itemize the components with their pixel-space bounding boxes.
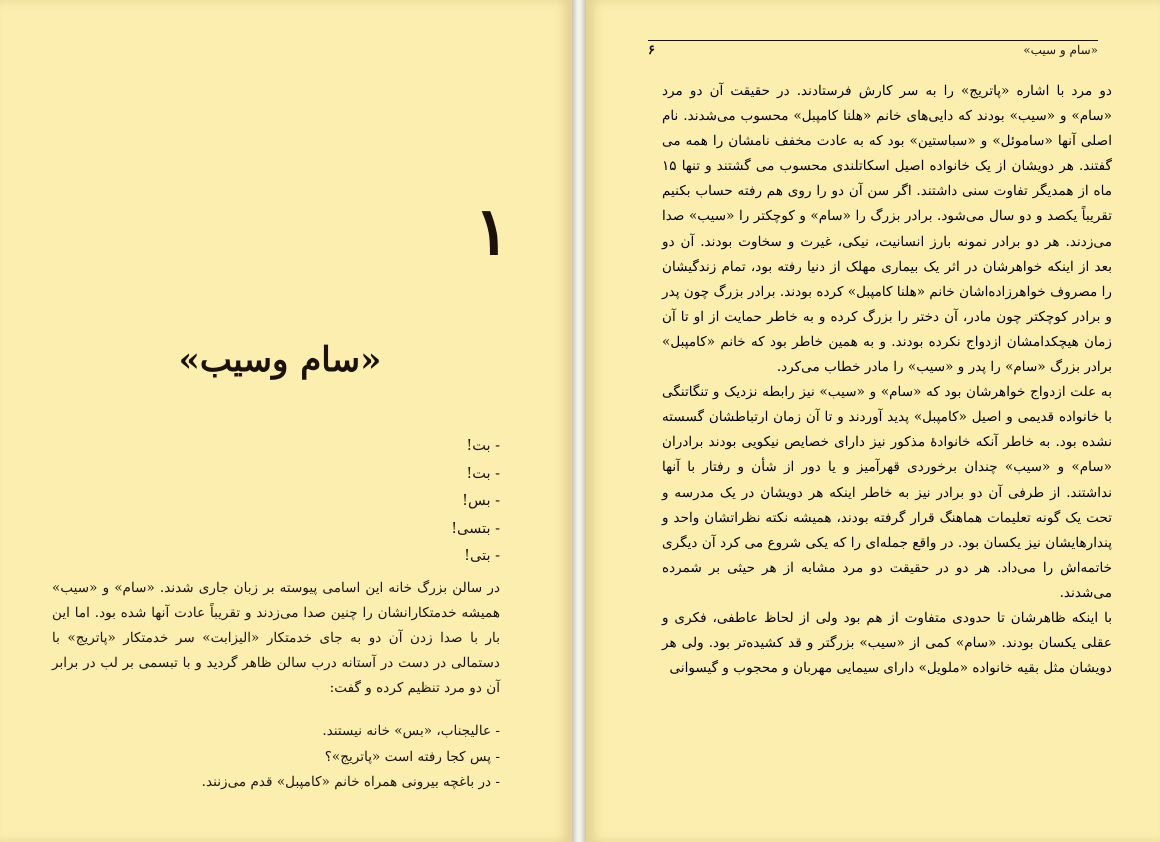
dialog-line: - بت! bbox=[466, 438, 500, 454]
chapter-number: ۱ bbox=[474, 192, 510, 270]
dialog-line: - عالیجناب، «بس» خانه نیستند. bbox=[322, 723, 500, 739]
page-number: ۶ bbox=[648, 43, 655, 58]
paragraph-text: در سالن بزرگ خانه این اسامی پیوسته بر زبان جاری شدند. «سام» و «سیب» همیشه خدمتکارانشان را چنین صدا می‌زدند و تقریباً عادت آنها شده بود. اما این بار با صدا زدن آن دو به جای خدمتکار «الیزابت» سر خدمتکار «پاتریج» با دستمالی در دست در آستانه درب سالن ظاهر گردید و با تبسمی بر لب در برابر آن دو مرد تنظیم کرده و گفت: bbox=[52, 580, 500, 697]
closing-dialog bbox=[140, 719, 500, 796]
dialog-line: - در باغچه بیرونی همراه خانم «کامپبل» قدم می‌زنند. bbox=[201, 774, 500, 791]
dialog-line: - بتی! bbox=[464, 548, 500, 565]
right-body-text bbox=[662, 79, 1112, 681]
running-title: «سام و سیب» bbox=[1023, 43, 1098, 57]
opening-dialog bbox=[300, 433, 500, 571]
left-page bbox=[0, 0, 572, 842]
paragraph-text: با اینکه ظاهرشان تا حدودی متفاوت از هم بود ولی از لحاظ عاطفی، فکری و عقلی یکسان بودند. «سام» کمی از «سیب» بزرگتر و قد کشیده‌تر بود. ولی هر دویشان مثل بقیه خانواده «ملویل» دارای سیمایی مهربان و محجوب و گیسوانی bbox=[662, 609, 1112, 677]
dialog-line: - بس! bbox=[462, 493, 500, 510]
left-paragraph bbox=[52, 576, 500, 701]
dialog-line: - بتسی! bbox=[451, 520, 500, 537]
chapter-title: «سام وسیب» bbox=[178, 340, 382, 380]
dialog-line: - پس کجا رفته است «پاتریج»؟ bbox=[324, 748, 500, 765]
dialog-line: - بت! bbox=[466, 465, 500, 482]
page-header bbox=[648, 40, 1098, 59]
paragraph-text: به علت ازدواج خواهرشان بود که «سام» و «سیب» نیز رابطه نزدیک و تنگاتنگی با خانواده قدیمی و اصیل «کامپبل» پدید آوردند و تا آن زمان ارتباطشان گسسته نشده بود. به خاطر آنکه خانوادهٔ مذکور نیز دارای خصایص نیکویی بودند برادران «سام» و «سیب» چندان برخوردی قهرآمیز و یا دور از شأن و رفتار با آنها نداشتند. از طرفی آن دو برادر نیز به خاطر اینکه هر دویشان در یک مدرسه و تحت یک گونه تعلیمات هماهنگ قرار گرفته بودند، همیشه نکته نظراتشان واحد و پندارهایشان نیز یکسان بود. در واقع جمله‌ای را که یکی شروع می کرد آن دیگری خاتمه‌اش را می‌داد. هر دو در حقیقت دو مرد مشابه از هر حیثی بر شمرده می‌شدند. bbox=[662, 384, 1112, 601]
paragraph-text: دو مرد با اشاره «پاتریج» را به سر کارش فرستادند. در حقیقت آن دو مرد «سام» و «سیب» بودند که دایی‌های خانم «هلنا کامپبل» محسوب می‌شدند. نام اصلی آنها «ساموئل» و «سباستین» بود که به عادت مخفف نامشان را همه می گفتند. هر دویشان از یک خانواده اصیل اسکاتلندی محسوب می گشتند و تنها ۱۵ ماه از همدیگر تفاوت سنی داشتند. اگر سن آن دو را روی هم رفته حساب بکنیم تقریباً یکصد و دو سال می‌شود. برادر بزرگ را «سام» و کوچکتر را «سیب» صدا می‌زدند. هر دو برادر نمونه بارز انسانیت، نیکی، غیرت و سخاوت بودند. آن دو بعد از اینکه خواهرشان در اثر یک بیماری مهلک از دنیا رفته بود، تمام زندگیشان را مصروف خواهرزاده‌اشان خانم «هلنا کامپبل» کرده بودند. برادر بزرگ چون پدر و برادر کوچکتر چون مادر، آن دختر را بزرگ کرده و به خاطر حمایت از او تا آن زمان هیچکدامشان ازدواج نکرده بودند. و به همین خاطر بود که خانم «کامپبل» برادر بزرگ «سام» را پدر و «سیب» را مادر خطاب می‌کرد. bbox=[662, 83, 1112, 376]
book-gutter bbox=[572, 0, 586, 842]
